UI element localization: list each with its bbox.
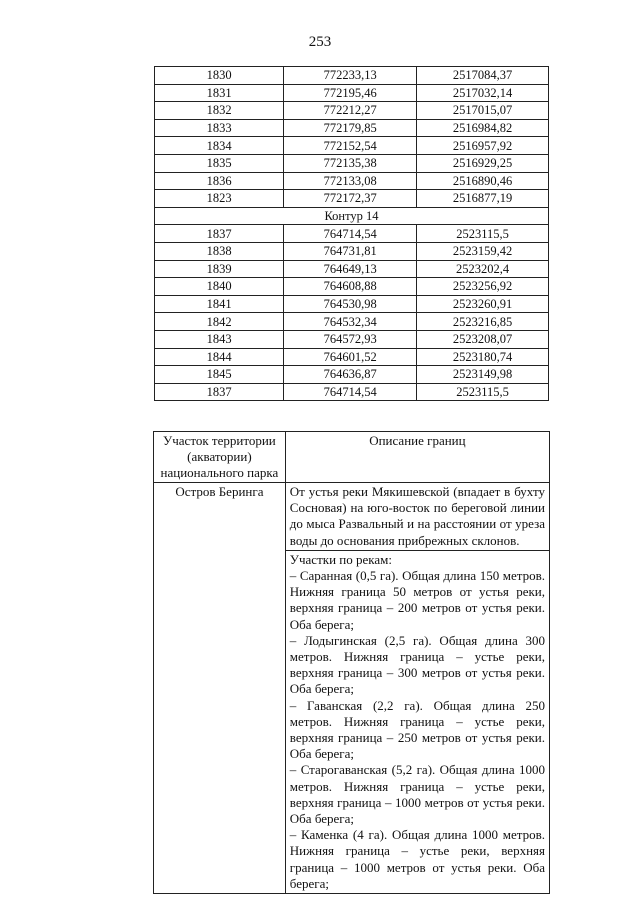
description-cell-2 <box>285 550 549 893</box>
point-number-cell: 1839 <box>155 260 284 278</box>
x-coordinate-cell: 764649,13 <box>284 260 417 278</box>
river-section-item: – Каменка (4 га). Общая длина 1000 метров. Нижняя граница – устье реки, верхняя граница – 1000 метров от устья реки. Оба берега; <box>289 827 545 891</box>
y-coordinate-cell: 2523115,5 <box>417 383 549 401</box>
y-coordinate-cell: 2523256,92 <box>417 278 549 296</box>
point-number-cell: 1834 <box>155 137 284 155</box>
y-coordinate-cell: 2516890,46 <box>417 172 549 190</box>
x-coordinate-cell: 772133,08 <box>284 172 417 190</box>
point-number-cell: 1841 <box>155 295 284 313</box>
y-coordinate-cell: 2516877,19 <box>417 190 549 208</box>
point-number-cell: 1842 <box>155 313 284 331</box>
y-coordinate-cell: 2523208,07 <box>417 330 549 348</box>
coordinate-row <box>155 295 549 313</box>
river-section-item: – Лодыгинская (2,5 га). Общая длина 300 метров. Нижняя граница – устье реки, верхняя граница – 300 метров от устья реки. Оба берега; <box>289 632 545 697</box>
header-area: Участок территории (акватории) национального парка <box>154 432 286 483</box>
coordinate-row <box>155 383 549 401</box>
coordinate-row <box>155 278 549 296</box>
coordinate-row <box>155 137 549 155</box>
point-number-cell: 1831 <box>155 84 284 102</box>
boundary-row <box>154 483 550 551</box>
page-number: 253 <box>308 34 332 50</box>
x-coordinate-cell: 764601,52 <box>284 348 417 366</box>
coordinate-row <box>155 172 549 190</box>
y-coordinate-cell: 2523159,42 <box>417 242 549 260</box>
point-number-cell: 1832 <box>155 102 284 120</box>
coordinate-row <box>155 348 549 366</box>
point-number-cell: 1823 <box>155 190 284 208</box>
x-coordinate-cell: 772172,37 <box>284 190 417 208</box>
x-coordinate-cell: 772195,46 <box>284 84 417 102</box>
x-coordinate-cell: 764714,54 <box>284 225 417 243</box>
point-number-cell: 1830 <box>155 67 284 85</box>
contour-label: Контур 14 <box>155 207 549 225</box>
x-coordinate-cell: 764532,34 <box>284 313 417 331</box>
point-number-cell: 1844 <box>155 348 284 366</box>
point-number-cell: 1843 <box>155 330 284 348</box>
description-cell-1: От устья реки Мякишевской (впадает в бухту Сосновая) на юго-восток по береговой линии до мыса Развальный и на расстоянии от уреза воды до основания прибрежных склонов. <box>285 483 549 551</box>
y-coordinate-cell: 2517032,14 <box>417 84 549 102</box>
coordinate-row <box>155 119 549 137</box>
y-coordinate-cell: 2516957,92 <box>417 137 549 155</box>
point-number-cell: 1837 <box>155 383 284 401</box>
description-intro: Участки по рекам: <box>289 551 392 567</box>
coordinate-row <box>155 260 549 278</box>
contour-row <box>155 207 549 225</box>
river-section-item: – Саранная (0,5 га). Общая длина 150 метров. Нижняя граница 50 метров от устья реки, верхняя граница – 200 метров от устья реки. Оба берега; <box>289 568 545 632</box>
point-number-cell: 1835 <box>155 154 284 172</box>
x-coordinate-cell: 772135,38 <box>284 154 417 172</box>
x-coordinate-cell: 764572,93 <box>284 330 417 348</box>
river-section-item: – Старогаванская (5,2 га). Общая длина 1000 метров. Нижняя граница – устье реки, верхняя граница – 1000 метров от устья реки. Оба берега; <box>289 762 545 827</box>
coordinate-row <box>155 67 549 85</box>
coordinate-row <box>155 313 549 331</box>
point-number-cell: 1836 <box>155 172 284 190</box>
y-coordinate-cell: 2523260,91 <box>417 295 549 313</box>
coordinate-row <box>155 330 549 348</box>
y-coordinate-cell: 2523180,74 <box>417 348 549 366</box>
y-coordinate-cell: 2517015,07 <box>417 102 549 120</box>
y-coordinate-cell: 2516929,25 <box>417 154 549 172</box>
coordinate-row <box>155 190 549 208</box>
y-coordinate-cell: 2523202,4 <box>417 260 549 278</box>
x-coordinate-cell: 772179,85 <box>284 119 417 137</box>
area-name-cell: Остров Беринга <box>154 483 286 894</box>
y-coordinate-cell: 2516984,82 <box>417 119 549 137</box>
x-coordinate-cell: 764530,98 <box>284 295 417 313</box>
coordinate-row <box>155 225 549 243</box>
x-coordinate-cell: 764636,87 <box>284 366 417 384</box>
coordinate-row <box>155 366 549 384</box>
coordinate-row <box>155 154 549 172</box>
boundary-description-table <box>153 431 550 894</box>
point-number-cell: 1838 <box>155 242 284 260</box>
x-coordinate-cell: 764608,88 <box>284 278 417 296</box>
coordinate-row <box>155 102 549 120</box>
coordinate-row <box>155 84 549 102</box>
x-coordinate-cell: 772152,54 <box>284 137 417 155</box>
river-section-item: – Гаванская (2,2 га). Общая длина 250 метров. Нижняя граница – устье реки, верхняя граница – 250 метров от устья реки. Оба берега; <box>289 697 545 762</box>
header-description: Описание границ <box>285 432 549 483</box>
x-coordinate-cell: 772233,13 <box>284 67 417 85</box>
point-number-cell: 1837 <box>155 225 284 243</box>
point-number-cell: 1845 <box>155 366 284 384</box>
boundary-header-row <box>154 432 550 483</box>
coordinate-row <box>155 242 549 260</box>
y-coordinate-cell: 2523149,98 <box>417 366 549 384</box>
y-coordinate-cell: 2517084,37 <box>417 67 549 85</box>
point-number-cell: 1833 <box>155 119 284 137</box>
y-coordinate-cell: 2523115,5 <box>417 225 549 243</box>
x-coordinate-cell: 764731,81 <box>284 242 417 260</box>
point-number-cell: 1840 <box>155 278 284 296</box>
coordinates-table <box>154 66 549 401</box>
x-coordinate-cell: 764714,54 <box>284 383 417 401</box>
y-coordinate-cell: 2523216,85 <box>417 313 549 331</box>
x-coordinate-cell: 772212,27 <box>284 102 417 120</box>
